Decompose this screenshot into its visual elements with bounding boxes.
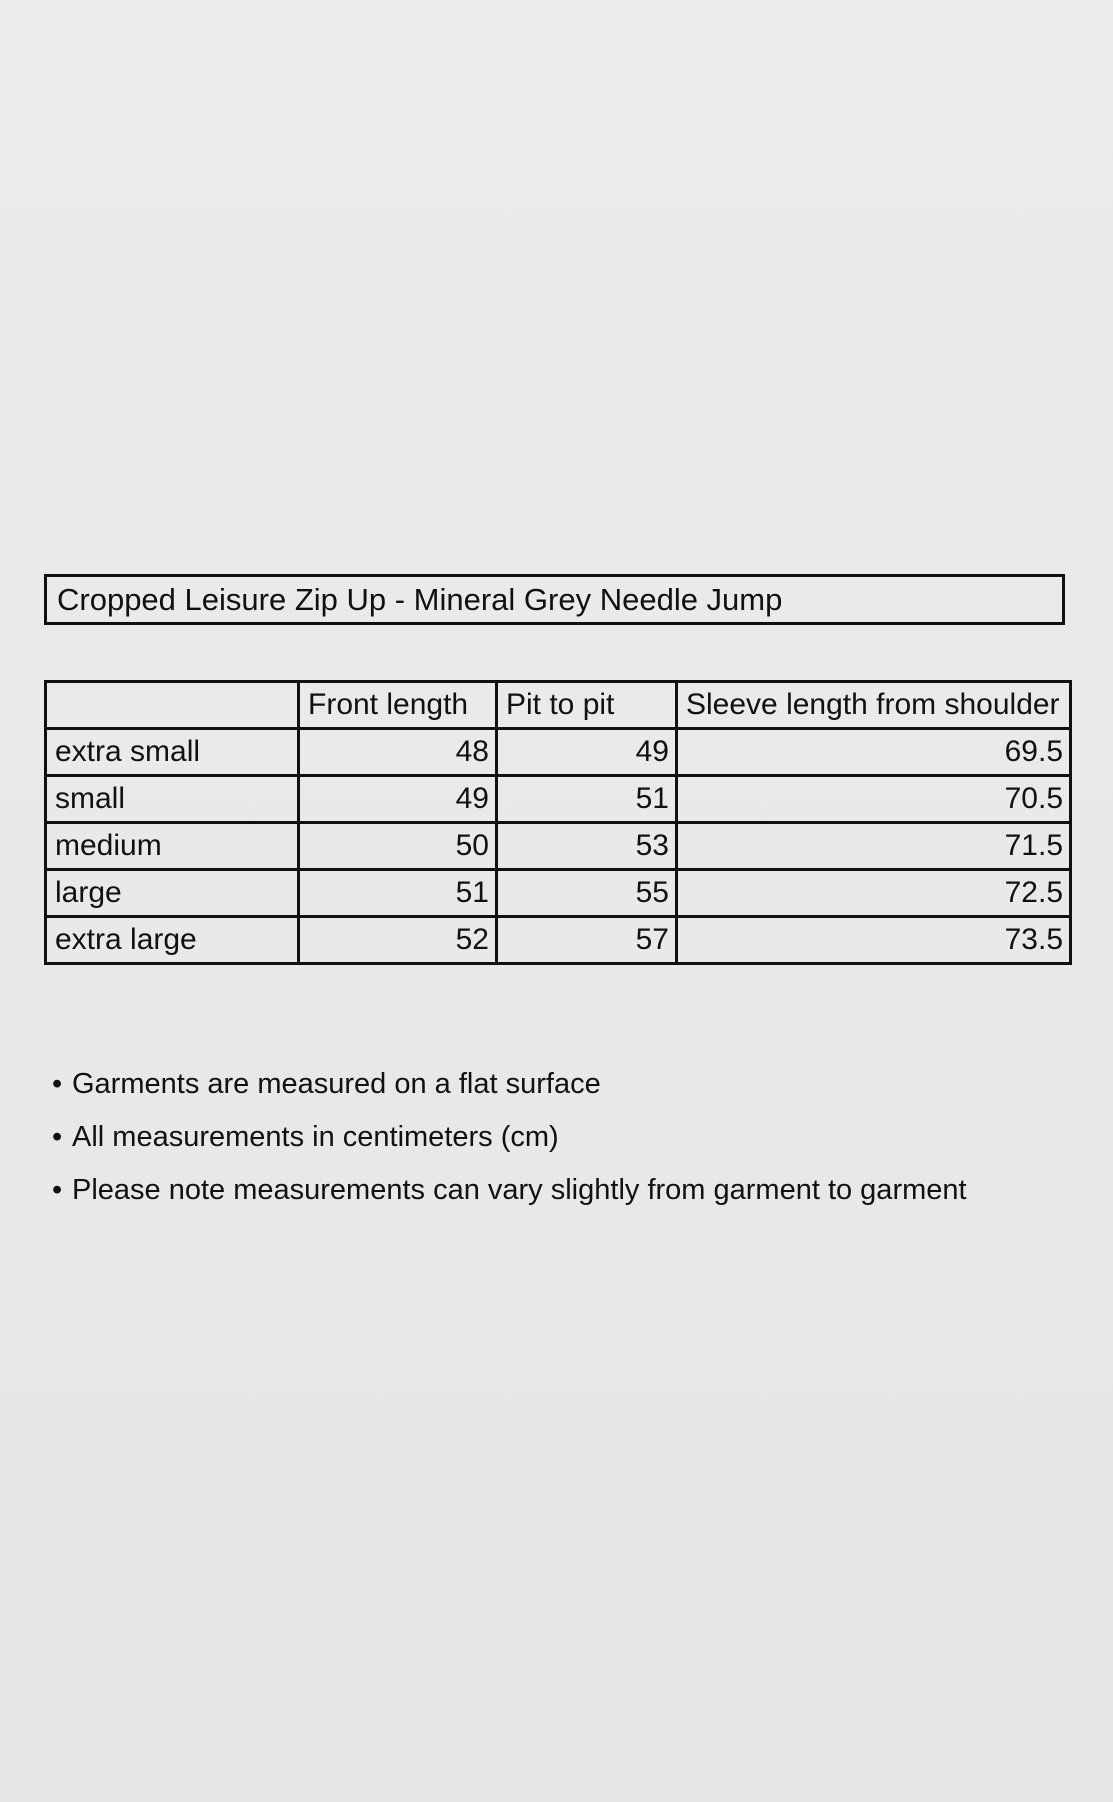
table-row [46, 823, 1071, 870]
size-label: extra large [46, 917, 299, 964]
pit-to-pit-value: 51 [497, 776, 677, 823]
pit-to-pit-value: 55 [497, 870, 677, 917]
sleeve-length-value: 71.5 [677, 823, 1071, 870]
list-item [52, 1111, 967, 1164]
front-length-value: 48 [299, 729, 497, 776]
pit-to-pit-value: 57 [497, 917, 677, 964]
measurement-notes [52, 1058, 967, 1217]
bullet-icon: • [52, 1068, 63, 1100]
sleeve-length-value: 70.5 [677, 776, 1071, 823]
front-length-value: 52 [299, 917, 497, 964]
header-front-length: Front length [299, 682, 497, 729]
size-label: medium [46, 823, 299, 870]
header-pit-to-pit: Pit to pit [497, 682, 677, 729]
bullet-icon: • [52, 1174, 63, 1206]
size-chart-table [44, 680, 1072, 965]
sleeve-length-value: 69.5 [677, 729, 1071, 776]
pit-to-pit-value: 53 [497, 823, 677, 870]
front-length-value: 50 [299, 823, 497, 870]
table-row [46, 870, 1071, 917]
size-label: small [46, 776, 299, 823]
size-label: large [46, 870, 299, 917]
list-item [52, 1164, 967, 1217]
size-label: extra small [46, 729, 299, 776]
list-item [52, 1058, 967, 1111]
pit-to-pit-value: 49 [497, 729, 677, 776]
sleeve-length-value: 72.5 [677, 870, 1071, 917]
note-text: All measurements in centimeters (cm) [72, 1121, 559, 1153]
title-text: Cropped Leisure Zip Up - Mineral Grey Needle Jump [57, 581, 783, 617]
header-sleeve-length: Sleeve length from shoulder [677, 682, 1071, 729]
table-row [46, 776, 1071, 823]
note-text: Please note measurements can vary slightly from garment to garment [72, 1174, 967, 1206]
table-header-row [46, 682, 1071, 729]
header-size [46, 682, 299, 729]
front-length-value: 51 [299, 870, 497, 917]
note-text: Garments are measured on a flat surface [72, 1068, 601, 1100]
table-row [46, 729, 1071, 776]
bullet-icon: • [52, 1121, 63, 1153]
table-row [46, 917, 1071, 964]
page-title [44, 574, 1065, 625]
sleeve-length-value: 73.5 [677, 917, 1071, 964]
front-length-value: 49 [299, 776, 497, 823]
